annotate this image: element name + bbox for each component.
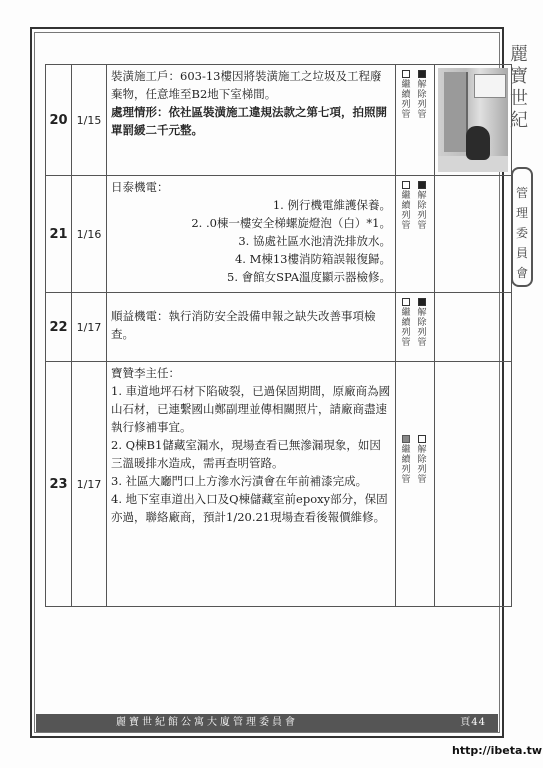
release-label: 解除列管	[417, 445, 427, 485]
row-date: 1/16	[72, 176, 107, 293]
release-label: 解除列管	[417, 308, 427, 348]
row-description	[107, 362, 396, 607]
release-checkbox	[418, 435, 426, 443]
release-checkbox	[418, 181, 426, 189]
status-cell	[396, 65, 435, 176]
list-item: 4. M棟13樓消防箱誤報復歸。	[234, 252, 391, 266]
page-number: 頁44	[460, 717, 486, 728]
table-row	[46, 176, 512, 293]
trash-bag-photo	[438, 68, 508, 172]
row-title: 順益機電：執行消防安全設備申報之缺失改善事項檢查。	[111, 309, 376, 341]
list-item: 4. 地下室車道出入口及Q棟儲藏室前epoxy部分，保固亦過，聯絡廠商，預計1/20.21現場查看後報價維修。	[111, 492, 388, 524]
row-description	[107, 176, 396, 293]
row-date: 1/17	[72, 293, 107, 362]
release-checkbox	[418, 70, 426, 78]
release-checkbox	[418, 298, 426, 306]
side-tab-text: 管理委員會	[515, 186, 528, 280]
photo-cell	[435, 65, 512, 176]
row-title: 裝潢施工戶：603-13樓因將裝潢施工之垃圾及工程廢棄物，任意堆至B2地下室梯間。	[111, 69, 382, 101]
status-cell	[396, 293, 435, 362]
page-footer	[36, 714, 498, 732]
row-number: 21	[46, 176, 72, 293]
list-item: 1. 車道地坪石材下陷破裂，已過保固期間，原廠商為國山石材，已連繫國山鄭副理並傳相關照片，請廠商盡速執行修補事宜。	[111, 384, 391, 434]
side-tab	[511, 167, 533, 287]
table-row	[46, 293, 512, 362]
handling-text	[111, 103, 391, 139]
photo-cell	[435, 176, 512, 293]
list-item: 1. 例行機電維護保養。	[272, 198, 391, 212]
continue-label: 繼續列管	[401, 308, 411, 348]
continue-label: 繼續列管	[401, 191, 411, 231]
photo-cell	[435, 362, 512, 607]
row-date: 1/15	[72, 65, 107, 176]
row-description	[107, 65, 396, 176]
continue-checkbox	[402, 70, 410, 78]
continue-checkbox	[402, 435, 410, 443]
side-brand-text: 麗寶世紀	[510, 44, 530, 131]
row-date: 1/17	[72, 362, 107, 607]
release-label: 解除列管	[417, 191, 427, 231]
status-cell	[396, 176, 435, 293]
row-title: 寶贊李主任：	[111, 366, 180, 380]
list-item: 2. .0棟一樓安全梯螺旋燈泡（白）*1。	[191, 216, 391, 230]
continue-checkbox	[402, 181, 410, 189]
table-row	[46, 65, 512, 176]
footer-title: 麗寶世紀館公寓大廈管理委員會	[116, 717, 298, 728]
watermark: http://ibeta.tw	[452, 744, 543, 757]
status-cell	[396, 362, 435, 607]
table-row	[46, 362, 512, 607]
list-item: 5. 會館女SPA溫度顯示器檢修。	[227, 270, 391, 284]
row-description	[107, 293, 396, 362]
continue-label: 繼續列管	[401, 445, 411, 485]
continue-checkbox	[402, 298, 410, 306]
record-table	[45, 64, 512, 607]
handling-body: 依社區裝潢施工違規法款之第七項，拍照開單罰緩二千元整。	[111, 105, 387, 137]
list-item: 3. 社區大廳門口上方滲水污漬會在年前補漆完成。	[111, 474, 368, 488]
list-item: 2. Q棟B1儲藏室漏水，現場查看已無滲漏現象，如因三溫暖排水造成，需再查明管路。	[111, 438, 381, 470]
row-title: 日泰機電：	[111, 180, 169, 194]
row-number: 20	[46, 65, 72, 176]
photo-cell	[435, 293, 512, 362]
release-label: 解除列管	[417, 80, 427, 120]
handling-label: 處理情形：	[111, 105, 169, 119]
continue-label: 繼續列管	[401, 80, 411, 120]
list-item: 3. 協處社區水池清洗排放水。	[238, 234, 391, 248]
row-number: 22	[46, 293, 72, 362]
row-number: 23	[46, 362, 72, 607]
